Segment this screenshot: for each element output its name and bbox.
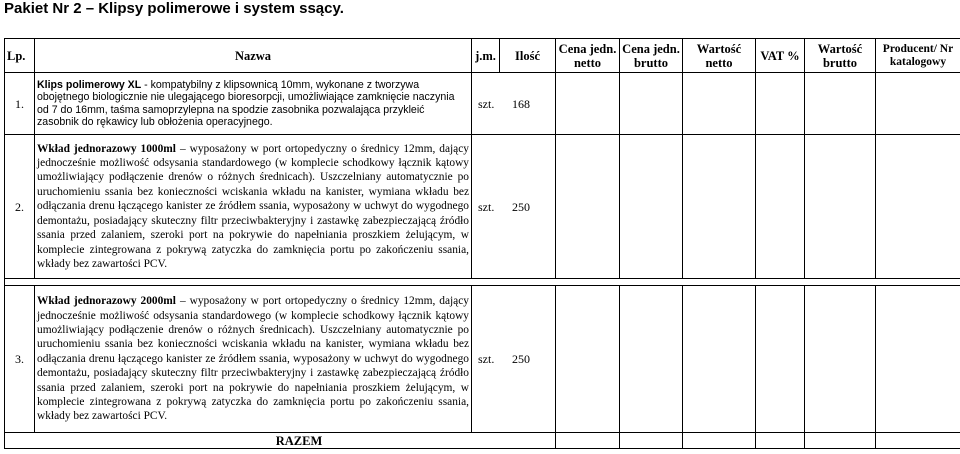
total-cena-netto[interactable]	[556, 433, 620, 449]
header-wartosc-brutto: Wartość brutto	[805, 39, 876, 73]
row-quantity	[472, 135, 556, 279]
row-cena-netto[interactable]	[556, 286, 620, 433]
row-cena-brutto[interactable]	[620, 135, 683, 279]
row-ilosc: 168	[512, 96, 530, 111]
row-wartosc-brutto[interactable]	[805, 135, 876, 279]
row-ilosc: 250	[512, 352, 530, 366]
row-name-bold: Wkład jednorazowy 2000ml	[37, 295, 176, 308]
row-quantity	[472, 73, 556, 135]
row-quantity	[472, 286, 556, 433]
header-cena-netto: Cena jedn. netto	[556, 39, 620, 73]
page-title: Pakiet Nr 2 – Klipsy polimerowe i system ssący.	[4, 0, 344, 17]
total-cena-brutto[interactable]	[620, 433, 683, 449]
row-description	[35, 135, 472, 279]
row-producent[interactable]	[876, 73, 960, 135]
row-wartosc-netto[interactable]	[683, 135, 756, 279]
row-name-rest: - kompatybilny z klipsownicą 10mm, wykonane z tworzywa obojętnego biologicznie nie ulegającego bioresorpcji, umożliwiające zamknięcie naczynia od 7 do 16mm, taśma samoprzylepna na spodzie zasobnika pozwalająca przykleić zasobnik do rękawicy lub obłożenia operacyjnego.	[37, 78, 455, 128]
row-lp: 2.	[5, 135, 35, 279]
row-wartosc-netto[interactable]	[683, 73, 756, 135]
header-lp: Lp.	[5, 39, 35, 73]
row-jm: szt.	[478, 199, 495, 214]
total-producent[interactable]	[876, 433, 960, 449]
row-vat[interactable]	[756, 286, 805, 433]
row-name-bold: Wkład jednorazowy 1000ml	[37, 142, 176, 155]
row-cena-netto[interactable]	[556, 73, 620, 135]
header-jm: j.m.	[472, 39, 500, 73]
header-producent: Producent/ Nr katalogowy	[876, 39, 960, 73]
row-wartosc-netto[interactable]	[683, 286, 756, 433]
row-vat[interactable]	[756, 73, 805, 135]
row-description	[35, 286, 472, 433]
header-row	[5, 39, 960, 73]
row-lp: 1.	[5, 73, 35, 135]
total-wartosc-netto[interactable]	[683, 433, 756, 449]
header-cena-brutto: Cena jedn. brutto	[620, 39, 683, 73]
price-table	[4, 38, 960, 449]
row-wartosc-brutto[interactable]	[805, 286, 876, 433]
row-name-bold: Klips polimerowy XL	[37, 78, 142, 91]
row-ilosc: 250	[512, 199, 530, 214]
row-vat[interactable]	[756, 135, 805, 279]
header-ilosc: Ilość	[500, 39, 556, 73]
total-row	[5, 433, 960, 449]
table-row	[5, 73, 960, 135]
row-cena-brutto[interactable]	[620, 286, 683, 433]
row-jm: szt.	[478, 352, 495, 366]
row-cena-brutto[interactable]	[620, 73, 683, 135]
header-vat: VAT %	[756, 39, 805, 73]
total-vat[interactable]	[756, 433, 805, 449]
table-gap	[5, 279, 960, 286]
row-description	[35, 73, 472, 135]
header-wartosc-netto: Wartość netto	[683, 39, 756, 73]
row-cena-netto[interactable]	[556, 135, 620, 279]
row-jm: szt.	[478, 96, 495, 111]
header-nazwa: Nazwa	[35, 39, 472, 73]
table-row	[5, 135, 960, 279]
row-wartosc-brutto[interactable]	[805, 73, 876, 135]
total-wartosc-brutto[interactable]	[805, 433, 876, 449]
total-label: RAZEM	[5, 433, 556, 449]
row-producent[interactable]	[876, 135, 960, 279]
row-producent[interactable]	[876, 286, 960, 433]
row-lp: 3.	[5, 286, 35, 433]
row-name-rest: – wyposażony w port ortopedyczny o średnicy 12mm, dający jednocześnie możliwość odsysania standardowego (w komplecie schodkowy łącznik kątowy umożliwiający podłączenie drenów o różnych średnicach). Uszczelniany automatycznie po uruchomieniu ssania bez konieczności wciskania wkładu na kanister, wymiana wkładu bez odłączania drenu łączącego kanister ze źródłem ssania, wyposażony w uchwyt do wygodnego demontażu, posiadający skuteczny filtr przeciwbakteryjny i zastawkę zabezpieczającą źródło ssania przed zalaniem, szeroki port na pokrywie do napełniania proszkiem żelującym, w komplecie zintegrowana z pokrywą zatyczka do zamknięcia portu po zakończeniu ssania, wkłady bez zawartości PCV.	[37, 142, 469, 270]
row-name-rest: – wyposażony w port ortopedyczny o średnicy 12mm, dający jednocześnie możliwość odsysania standardowego (w komplecie schodkowy łącznik kątowy umożliwiający podłączenie drenów o różnych średnicach). Uszczelniany automatycznie po uruchomieniu ssania bez konieczności wciskania wkładu na kanister, wymiana wkładu bez odłączania drenu łączącego kanister ze źródłem ssania, wyposażony w uchwyt do wygodnego demontażu, posiadający skuteczny filtr przeciwbakteryjny i zastawkę zabezpieczającą źródło ssania przed zalaniem, szeroki port na pokrywie do napełniania proszkiem żelującym, w komplecie zintegrowana z pokrywą zatyczka do zamknięcia portu po zakończeniu ssania, wkłady bez zawartości PCV.	[37, 295, 469, 423]
table-row	[5, 286, 960, 433]
